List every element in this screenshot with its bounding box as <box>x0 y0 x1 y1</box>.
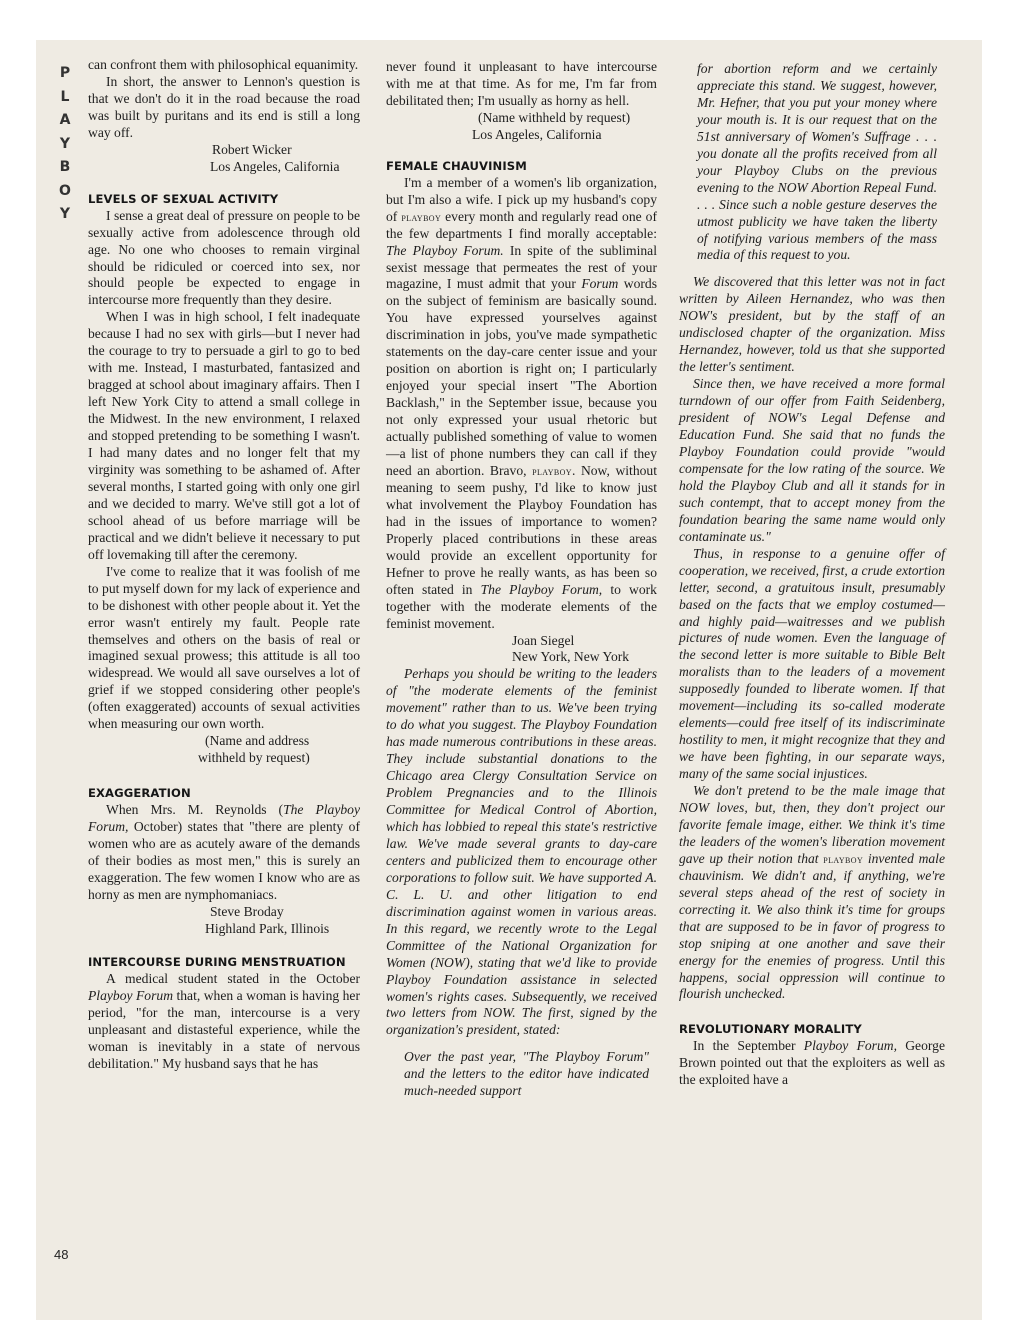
text-run: I'm a member of a women's lib organization, but I'm also a wife. I pick up my husband's copy of <box>386 174 657 224</box>
section-heading-levels-of-sexual-activity: LEVELS OF SEXUAL ACTIVITY <box>88 191 279 206</box>
signature-name: Joan Siegel <box>512 632 575 648</box>
text-run: playboy <box>532 463 572 478</box>
text-run: October) states that "there are plenty of women who are as acutely aware of the demands of their bodies as most men," this is surely an exaggeration. The few women I know who are as horny as men are nymphomaniacs. <box>88 819 360 902</box>
signature-place: Los Angeles, California <box>210 158 340 174</box>
logo-letter: Y <box>59 135 71 152</box>
signature-name: Robert Wicker <box>212 141 292 157</box>
column-3 <box>679 61 945 1089</box>
signature-place: Highland Park, Illinois <box>205 920 330 936</box>
text-run: Forum <box>581 276 619 292</box>
section-heading-intercourse-during-menstruation: INTERCOURSE DURING MENSTRUATION <box>88 954 346 969</box>
editor-reply: Thus, in response to a genuine offer of cooperation, we received, first, a crude extortion letter, second, a gratuitous insult, presumably based on the facts that we employ costumed—and highly paid—waitresses and we publish pictures of nude women. Even the language of the second letter is more suitable to Bible Belt moralists than to the leaders of a movement supposedly founded to liberate women. If that movement—including its so-called moderate elements—could free itself of its indiscriminate hostility to men, it might recognize that they and we have been fighting, in our separate ways, many of the same social injustices. <box>679 545 945 782</box>
section-heading-exaggeration: EXAGGERATION <box>88 786 191 801</box>
text-run: A medical student stated in the October <box>106 970 360 986</box>
signature-name: Steve Broday <box>210 903 284 919</box>
text-run: The Playboy Forum, <box>480 581 603 597</box>
text-run: . Now, without meaning to seem pushy, I'd like to know just what involvement the Playboy Foundation has had in the issues of importance to women? Properly placed contributions in these areas would provide an excellent opportunity for Hefner to prove he really wants, as has been so often stated in <box>386 462 657 597</box>
editor-reply: Since then, we have received a more formal turndown of our offer from Faith Seidenberg, president of NOW's Legal Defense and Education Fund. She said that no funds the Playboy Foundation could provide "would compensate for the low rating of the source. We hold the Playboy Club and all it stands for in such contempt, that to accept money from the foundation bearing the same name would only contaminate us." <box>679 376 945 544</box>
paragraph: can confront them with philosophical equanimity. <box>88 57 359 72</box>
text-run: Playboy Forum, <box>803 1038 897 1054</box>
logo-letter: A <box>59 112 71 128</box>
section-heading-revolutionary-morality: REVOLUTIONARY MORALITY <box>679 1022 862 1037</box>
paragraph: never found it unpleasant to have intercourse with me at that time. As for me, I'm far from debilitated then; I'm usually as horny as hell. <box>386 59 657 108</box>
text-run: invented male chauvinism. We didn't and, if anything, we're several steps ahead of the rest of society in correcting it. We also think it's time for groups that are supposed to be in favor of progress to stop sniping at one another and save their energy for the enemies of progress. Until this happens, social oppression will continue to flourish unchecked. <box>679 850 945 1002</box>
logo-letter: L <box>60 88 70 105</box>
editor-reply: We discovered that this letter was not in fact written by Aileen Hernandez, who was then NOW's president, but by the staff of an undisclosed chapter of the organization. Miss Hernandez, however, told us that she supported the letter's sentiment. <box>679 274 945 375</box>
text-run: When Mrs. M. Reynolds ( <box>106 802 284 818</box>
signature-name: (Name and address <box>205 733 310 749</box>
editor-reply: Perhaps you should be writing to the leaders of "the moderate elements of the feminist movement" rather than to us. We've been trying to do what you suggest. The Playboy Foundation has made numerous contributions in these areas. They include substantial donations to the Chicago area Clergy Consultation Service on Problem Pregnancies and to the Illinois Committee for Medical Control of Abortion, which has lobbied to repeal this state's restrictive law. We've made several grants to day-care centers and publicized them to encourage other corporations to follow suit. We have supported A. C. L. U. and other litigation to end discrimination against women in various areas. In this regard, we recently wrote to the Legal Committee of the National Organization for Women (NOW), stating that we'd like to provide Playboy Foundation assistance in selected women's rights cases. Subsequently, we received two letters from NOW. The first, signed by the organization's president, stated: <box>386 666 657 1038</box>
signature-name: (Name withheld by request) <box>478 109 631 125</box>
signature-place: New York, New York <box>512 649 630 665</box>
paragraph <box>88 802 360 904</box>
column-1 <box>88 57 360 1072</box>
text-run: playboy <box>401 209 442 224</box>
paragraph: I've come to realize that it was foolish of me to put myself down for my lack of experience and to be dishonest with other people about it. Yet the error wasn't entirely my fault. People rate themselves and others on the basis of real or imagined sexual prowess; this attitude is all too widespread. We would all save ourselves a lot of grief if we stopped considering other people's (often exaggerated) accounts of sexual activities when measuring our own worth. <box>88 563 360 732</box>
page-number: 48 <box>54 1247 69 1262</box>
logo-letter: B <box>59 159 71 175</box>
text-run: In spite of the subliminal sexist message that permeates the rest of your magazine, I must admit that your <box>386 242 657 292</box>
quoted-letter: for abortion reform and we certainly appreciate this stand. We suggest, however, Mr. Hefner, that you put your money where your mouth is. It is our request that on the 51st anniversary of Women's Suffrage . . . you donate all the profits received from all your Playboy Clubs on the previous evening to the NOW Abortion Repeal Fund. . . . Since such a noble gesture deserves the utmost publicity we have taken the liberty of notifying various members of the mass media of this request to you. <box>697 61 937 263</box>
text-run: George Brown pointed out that the exploiters as well as the exploited have a <box>679 1038 945 1088</box>
text-run: words on the subject of feminism are basically sound. You have expressed yourselves against discrimination in jobs, you've made sympathetic statements on the day-care center issue and your position on abortion is right on; I particularly enjoyed your special insert "The Abortion Backlash," in the September issue, because you not only expressed your usual rhetoric but actually published something of value to women—a list of phone numbers they can call if they need an abortion. Bravo, <box>386 276 657 478</box>
text-run: In the September <box>693 1038 804 1054</box>
editor-reply <box>679 783 945 1003</box>
logo-letter: Y <box>59 206 71 222</box>
signature-place: Los Angeles, California <box>472 126 602 142</box>
text-run: to work together with the moderate elements of the feminist movement. <box>386 581 657 631</box>
paragraph <box>679 1038 945 1089</box>
paragraph <box>88 971 360 1073</box>
paragraph: I sense a great deal of pressure on people to be sexually active from adolescence through old age. No one who chooses to remain virginal should be ridiculed or coerced into sex, nor should people be expected to engage in intercourse more frequently than they desire. <box>88 207 360 308</box>
logo-letter: P <box>59 65 71 81</box>
paragraph: When I was in high school, I felt inadequate because I had no sex with girls—but I never had the courage to try to persuade a girl to go to bed with me. Instead, I masturbated, fantasized and bragged at school about imaginary affairs. Then I left New York City to attend a small college in the Midwest. In the new environment, I relaxed and stopped pretending to be something I wasn't. I had many dates and no longer felt that my virginity was something to be ashamed of. After several months, I started going with only one girl and we decided to marry. We've still got a lot of school ahead of us before marriage will be practical and we didn't believe it necessary to put off lovemaking till after the ceremony. <box>88 309 360 562</box>
text-run: The Playboy Forum. <box>386 242 504 258</box>
quoted-letter: Over the past year, "The Playboy Forum" and the letters to the editor have indicated much-needed support <box>404 1049 649 1099</box>
column-2 <box>386 59 657 1100</box>
paragraph <box>386 175 657 633</box>
playboy-vertical-logo <box>56 62 74 227</box>
logo-letter: O <box>59 182 71 199</box>
text-run: playboy <box>823 851 864 866</box>
text-run: The Playboy Forum, <box>88 802 360 835</box>
signature-note: withheld by request) <box>198 750 310 766</box>
text-run: that, when a woman is having her period, "for the man, intercourse is a very unpleasant and distasteful experience, while the woman is inevitably in a state of nervous debilitation." My husband says that he has <box>88 987 360 1071</box>
text-run: every month and regularly read one of the few departments I find morally acceptable: <box>386 208 657 241</box>
magazine-page <box>36 40 982 1320</box>
paragraph: In short, the answer to Lennon's question is that we don't do it in the road because the road was built by puritans and its end is still a long way off. <box>88 73 360 140</box>
text-run: Playboy Forum <box>88 987 174 1003</box>
text-run: We don't pretend to be the male image that NOW loves, but, then, they don't project our favorite female image, either. We think it's time the leaders of the women's liberation movement gave up their notion that <box>679 783 945 866</box>
section-heading-female-chauvinism: FEMALE CHAUVINISM <box>386 158 527 173</box>
